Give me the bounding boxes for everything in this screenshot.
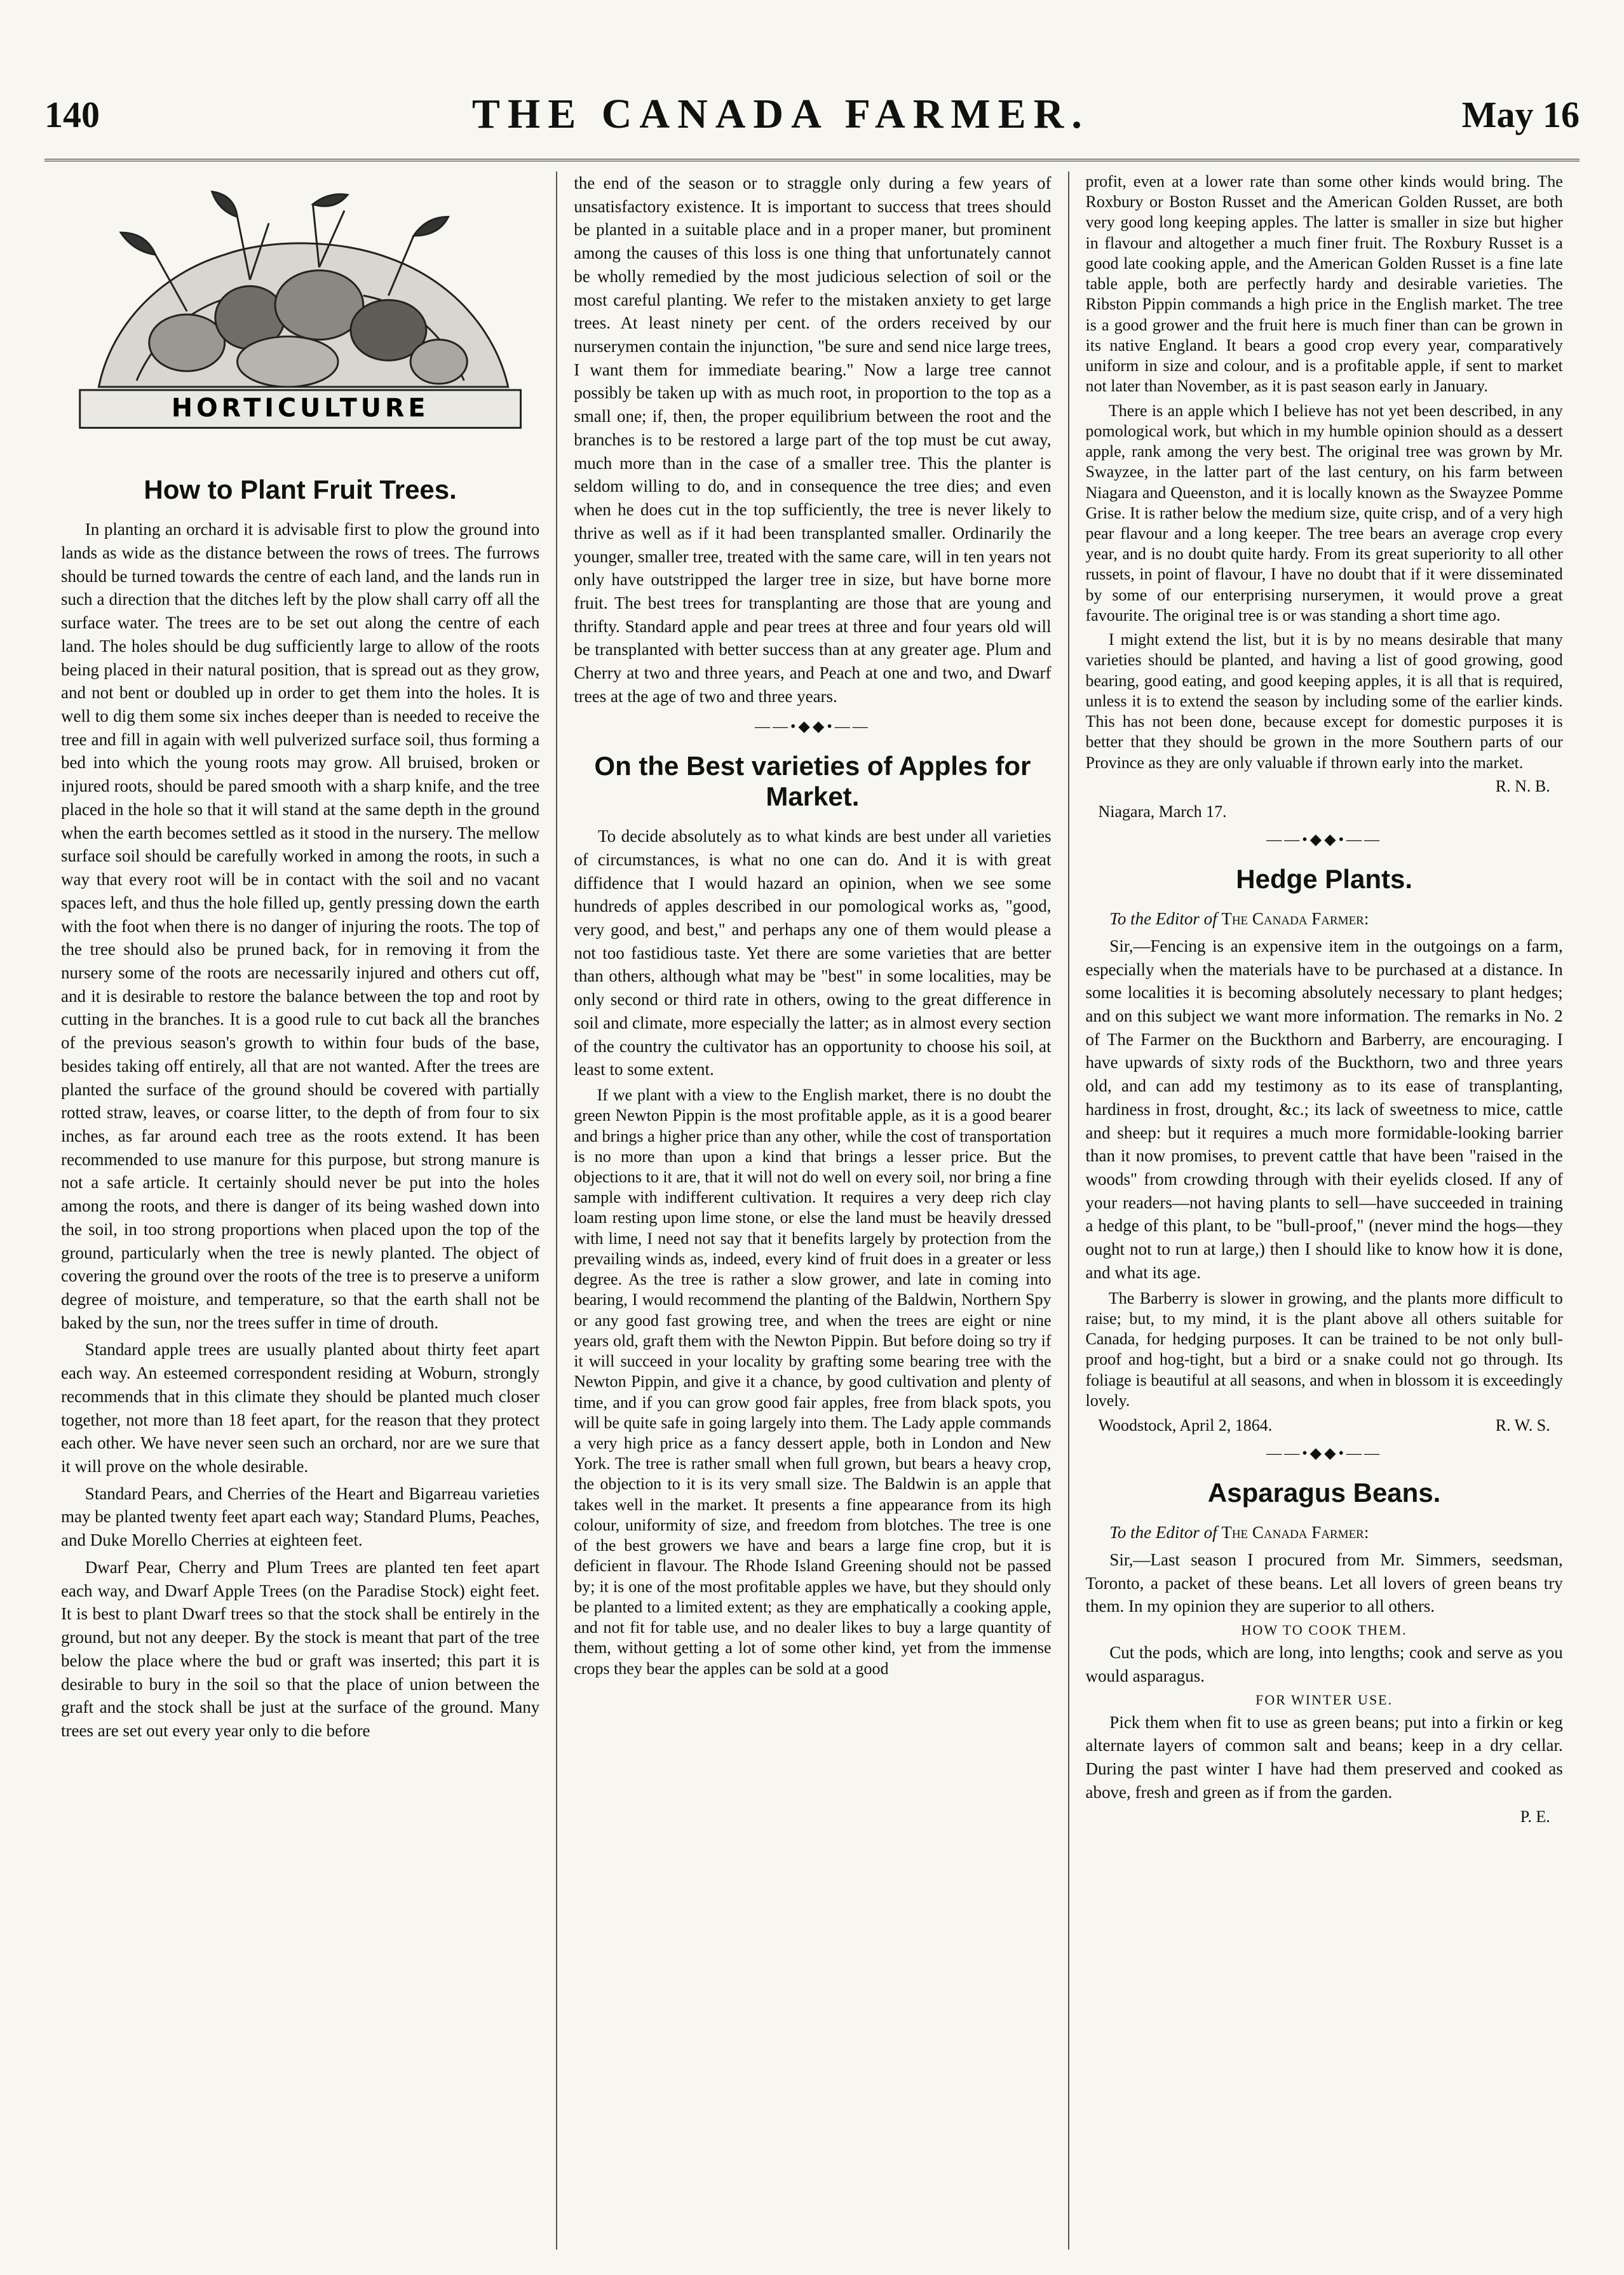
heading-how-to-plant: How to Plant Fruit Trees. [144,475,457,504]
signature-pe: P. E. [1520,1807,1550,1826]
masthead [44,76,1580,152]
paragraph: Standard apple trees are usually planted about thirty feet apart each way. An esteemed correspondent residing at Woburn, strongly recommends that in this climate they should be planted much closer together, not more than 18 feet apart, for the reason that they protect each other. We have never seen such an orchard, nor are we sure that it will prove on the whole desirable. [61,1340,540,1476]
section-divider: ——•◆◆•—— [1266,1445,1382,1462]
horticulture-vignette-image [61,178,539,451]
paragraph: Dwarf Pear, Cherry and Plum Trees are planted ten feet apart each way, and Dwarf Apple Trees (on the Paradise Stock) eight feet. It is best to plant Dwarf trees so that the stock shall be entirely in the ground, but not any deeper. By the stock is meant that part of the tree below the place where the bud or graft was inserted; this part it is desirable to bury in the soil so that the place of union between the graft and the stock shall be just at the surface of the ground. Many trees are set out every year only to die before [61,1557,540,1740]
column-3 [1068,172,1580,2250]
addressee-paper: The Canada Farmer: [1221,1523,1369,1543]
paper-title: THE CANADA FARMER. [471,91,1090,137]
columns [44,172,1580,2250]
subheading-winter-use: FOR WINTER USE. [1255,1691,1393,1708]
paragraph: Pick them when fit to use as green beans; put into a firkin or keg alternate layers of common salt and beans; keep in a dry cellar. During the past winter I have had them preserved and cooked as above, fresh and green as if from the garden. [1085,1712,1563,1802]
column-1 [44,172,556,2250]
column-2 [556,172,1067,2250]
paragraph: profit, even at a lower rate than some other kinds would bring. The Roxbury or Boston Russet and the American Golden Russet, are both very good long keeping apples. The latter is smaller in size but higher in flavour and altogether a much finer fruit. The Roxbury Russet is a good late cooking apple, and the American Golden Russet is a fine late table apple, both are perfectly hardy and desirable varieties. The Ribston Pippin commands a high price in the English market. The tree is a good grower and the fruit here is much finer than can be grown in its native England. It bears a good crop every year, comparatively uniform in size and colour, and is a profitable apple, if sent to market not later than November, as it is past season early in January. [1085,172,1563,396]
paragraph: The Barberry is slower in growing, and the plants more difficult to raise; but, to my mind, it is the plant above all others suitable for Canada, for hedging purposes. It can be trained to be not only bull-proof and hog-tight, but a bird or a snake could not go through. Its foliage is beautiful at all seasons, and when in blossom it is exceedingly lovely. [1085,1288,1563,1410]
addressee-paper: The Canada Farmer: [1221,909,1369,929]
paragraph: If we plant with a view to the English market, there is no doubt the green Newton Pippin is the most profitable apple, as it is a good bearer and brings a higher price than any other, while the cost of transportation is no more than upon a kind that brings a lesser price. But the objections to it are, that it will not do well on every soil, nor bring a fine sample with indifferent cultivation. It requires a very deep rich clay loam resting upon lime stone, or else the land must be heavily dressed with lime, I need not say that it benefits largely by protection from the prevailing winds as, indeed, every kind of fruit does in a greater or less degree. As the tree is rather a slow grower, and late in coming into bearing, I would recommend the planting of the Baldwin, Northern Spy or any good fast growing tree, and when the trees are eight or nine years old, graft them with the Newton Pippin. But before doing so try if it will succeed in your locality by grafting some bearing tree with the Newton Pippin, and give it a chance, by good cultivation and plenty of time, and if you can grow good fair apples, free from black spots, you will be quite safe in going largely into them. The Lady apple commands a very high price as a fancy dessert apple, both in London and New York. The tree is rather small when full grown, but bears a heavy crop, the objection to it is its very small size. The Baldwin is an apple that takes well in the market. It presents a fine appearance from its high colour, uniformity of size, and freedom from blotches. The tree is one of the best growers we have and bears a large fine crop, but it is deficient in flavour. The Rhode Island Greening should not be passed by; it is one of the most profitable apples we have, but they should only be planted to a limited extent; as they are emphatically a cooking apple, and not fit for table use, and no dealer likes to buy a large quantity of them, without getting a lot of some other kind, yet from the immense crops they bear the apples can be sold at a good [574,1086,1052,1678]
addressee-prefix: To the Editor of [1109,1523,1217,1543]
page-number: 140 [44,93,100,135]
paragraph: To decide absolutely as to what kinds are best under all varieties of circumstances, is what no one can do. And it is with great diffidence that I would hazard an opinion, when we see some hundreds of apples described in our pomological works as, "good, very good, and best," and perhaps any one of them would please a not too fastidious taste. Yet there are some varieties that are better than others, although what may be "best" in some localities, may be only second or third rate in others, owing to the great difference in soil and climate, more especially the latter; as in almost every section of the country the cultivator has an opportunity to choose his soil, at least to some extent. [574,827,1052,1079]
subheading-how-to-cook: HOW TO COOK THEM. [1241,1622,1407,1638]
hedge-signoff [1086,1416,1563,1435]
signature-rnb: R. N. B. [1495,776,1550,795]
heading-asparagus-beans: Asparagus Beans. [1207,1478,1441,1508]
place-date: Woodstock, April 2, 1864. [1098,1416,1273,1435]
paragraph: There is an apple which I believe has not yet been described, in any pomological work, but which in my humble opinion should as a dessert apple, rank among the very best. The original tree was grown by Mr. Swayzee, in the latter part of the last century, on his farm between Niagara and Queenston, and it is locally known as the Swayzee Pomme Grise. It is rather below the medium size, quite crisp, and of a very high pear flavour and a long keeper. The tree bears an average crop every year, and is no doubt quite hardy. From its great superiority to all other russets, in point of flavour, I have no doubt that if it were disseminated by some of our enterprising nurserymen, it would prove a great favourite. The original tree is or was standing a short time ago. [1085,401,1563,624]
addressee-prefix: To the Editor of [1109,909,1217,929]
masthead-rule [44,159,1580,166]
addressee-line [1086,1521,1563,1544]
paragraph: Standard Pears, and Cherries of the Heart and Bigarreau varieties may be planted twenty feet apart each way; Standard Plums, Peaches, and Duke Morello Cherries at eighteen feet. [61,1483,540,1550]
section-divider: ——•◆◆•—— [1266,831,1382,848]
paragraph: Sir,—Fencing is an expensive item in the outgoings on a farm, especially when the materials have to be purchased at a distance. In some localities it is becoming absolutely necessary to plant hedges; and on this subject we want more information. The remarks in No. 2 of The Farmer on the Buckthorn and Barberry, are encouraging. I have upwards of sixty rods of the Buckthorn, two and three years old, and can add my testimony as to its ease of transplanting, hardiness in frost, drought, &c.; its lack of sweetness to mice, cattle and sheep: but it requires a much more formidable-looking barrier than it now promises, to prevent cattle that have been "raised in the woods" from crowding through with their eyelids closed. If any of your readers—not having plants to sell—have succeeded in training a hedge of this plant, to be "bull-proof," (never mind the hogs—they ought not to run at large,) then I should like to know how it is done, and what its age. [1085,936,1563,1282]
addressee-line [1086,907,1563,931]
place-date: Niagara, March 17. [1098,802,1227,821]
paragraph: Sir,—Last season I procured from Mr. Simmers, seedsman, Toronto, a packet of these beans. Let all lovers of green beans try them. In my opinion they are superior to all others. [1085,1550,1563,1616]
place-date-niagara [1086,802,1563,821]
paragraph: the end of the season or to straggle only during a few years of unsatisfactory existence. It is important to success that trees should be planted in a suitable place and in a proper maner, but prominent among the causes of this loss is one thing that unfortunately cannot be wholly remedied by the most judicious selection of soil or the most careful planting. We refer to the mistaken anxiety to get large trees. At least ninety per cent. of the orders received by our nurserymen contain the injunction, "be sure and send nice large trees, I want them for immediate bearing." Now a large tree cannot possibly be taken up with as much root, in proportion to the top as a small one; if, then, the proper equilibrium between the root and the branches is to be restored a large part of the top must be cut away, much more than in the case of a smaller tree. This the planter is seldom willing to do, and in consequence the tree dies; and even when he does cut in the top sufficiently, the tree is never likely to thrive as well as if it had been transplanted smaller. Ordinarily the younger, smaller tree, treated with the same care, will in ten years not only have outstripped the larger tree in size, but have borne more fruit. The best trees for transplanting are those that are young and thrifty. Standard apple and pear trees at three and four years old will be transplanted with better success than at any greater age. Plum and Cherry at two and three years, and Peach at one and two, and Dwarf trees at the age of two and three years. [574,173,1052,706]
signature-rws: R. W. S. [1495,1416,1550,1435]
heading-hedge-plants: Hedge Plants. [1236,863,1412,894]
horticulture-banner-text: HORTICULTURE [171,393,430,423]
paragraph: I might extend the list, but it is by no means desirable that many varieties should be planted, and having a list of good growing, good bearing, good eating, and good keeping apples, it is all that is required, unless it is to extend the season by including some of the earlier kinds. This has not been done, because except for domestic purposes it is better that they should be grown in the more Southern parts of our Province as they are only valuable if thrown early into the market. [1085,630,1563,772]
issue-date: May 16 [1461,93,1580,135]
section-divider: ——•◆◆•—— [755,718,870,735]
paragraph: Cut the pods, which are long, into lengths; cook and serve as you would asparagus. [1085,1643,1563,1685]
heading-apples-for-market: On the Best varieties of Apples for Market. [594,750,1031,811]
paragraph: In planting an orchard it is advisable first to plow the ground into lands as wide as the distance between the rows of trees. The furrows should be turned towards the centre of each land, and the lands run in such a direction that the ditches left by the plow shall carry off all the surface water. The trees are to be set out along the centre of each land. The holes should be dug sufficiently large to allow of the roots being placed in their natural position, that is spread out as they grow, and not bent or doubled up in order to get them into the holes. It is well to dig them some six inches deeper than is needed to receive the tree and fill in again with well pulverized surface soil, thus forming a bed into which the young roots may grow. All bruised, broken or injured roots, should be pared smooth with a sharp knife, and the tree placed in the hole so that it will stand at the same depth in the ground when the earth becomes settled as it stood in the nursery. The mellow surface soil should be carefully worked in among the roots, in such a way that every root will be in contact with the soil and no vacant spaces left, and thus the hole filled up, gently pressing down the earth with the foot when there is no danger of injuring the roots. The top of the tree should also be pruned back, for in removing it from the nursery some of the roots are necessarily injured and others cut off, and it is desirable to restore the balance between the top and root by cutting in the branches. It is a good rule to cut back all the branches of the previous season's growth to within four buds of the base, besides taking off entirely, all that are not wanted. After the trees are planted the surface of the ground should be covered with partially rotted straw, leaves, or coarse litter, to the depth of from four to six inches, as far around each tree as the roots extend. It has been recommended to use manure for this purpose, but strong manure is not a safe article. It certainly should never be put into the holes among the roots, and there is danger of its being washed down into the soil, in too strong proportions when placed upon the top of the ground, particularly when the tree is newly planted. The object of covering the ground over the roots of the tree is to preserve a uniform degree of moisture, and temperature, so that the earth shall not be baked by the sun, nor the trees suffer in time of drouth. [61,520,540,1332]
